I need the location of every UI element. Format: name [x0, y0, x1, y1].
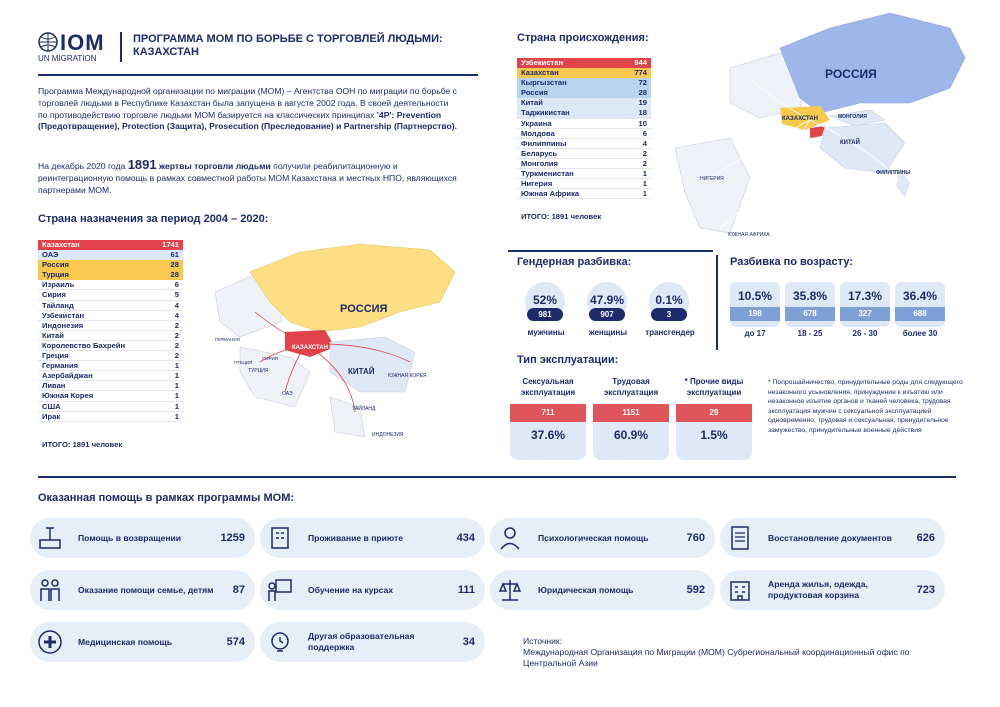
age-pct: 17.3% — [847, 289, 883, 303]
map-label-china: КИТАЙ — [840, 140, 860, 146]
table-row — [38, 290, 183, 300]
housing-icon — [722, 572, 758, 608]
row-value: 10 — [638, 118, 647, 128]
row-country: Нигерия — [521, 179, 553, 189]
age-label: до 17 — [744, 329, 766, 338]
age-breakdown — [730, 282, 960, 342]
gender-pct: 52% — [532, 293, 558, 307]
row-value: 18 — [638, 108, 647, 118]
map-label-uae: ОАЭ — [282, 391, 293, 397]
table-row — [517, 129, 651, 139]
exploitation-label: Трудовая эксплуатация — [603, 377, 659, 397]
map-label-russia: РОССИЯ — [340, 303, 388, 315]
row-country: Сирия — [42, 290, 66, 300]
map-label-turkey: ТУРЦИЯ — [248, 368, 269, 374]
row-value: 1 — [174, 381, 179, 391]
table-row — [517, 78, 651, 88]
assistance-card — [260, 518, 485, 558]
map-label-indonesia: ИНДОНЕЗИЯ — [372, 432, 404, 438]
exploitation-item — [593, 404, 669, 460]
row-value: 19 — [638, 98, 647, 108]
exploitation-pct: 1.5% — [700, 428, 728, 442]
assistance-label: Медицинская помощь — [78, 636, 173, 647]
exploitation-pct: 60.9% — [613, 428, 649, 442]
assistance-label: Другая образовательная поддержка — [308, 631, 415, 652]
origin-heading: Страна происхождения: — [517, 32, 649, 44]
row-value: 1 — [174, 401, 179, 411]
map-label-korea: ЮЖНАЯ КОРЕЯ — [388, 373, 427, 379]
assistance-card — [30, 622, 255, 662]
exploitation-label: Сексуальная эксплуатация — [520, 377, 576, 397]
row-country: Филиппины — [521, 138, 567, 148]
row-value: 774 — [634, 68, 647, 78]
row-country: Украина — [521, 118, 552, 128]
row-value: 28 — [170, 270, 179, 280]
row-country: Казахстан — [42, 240, 80, 249]
intro-text: Программа Международной организации по миграции (МОМ) – Агентства ООН по миграции по борьбе с торговлей людьми в Республике Казахстан была запущена в августе 2002 года. В своей деятельности по противодействию торговле людьми МОМ базируется на классических принципах — [38, 86, 457, 120]
row-country: Южная Африка — [521, 189, 580, 199]
row-value: 1 — [642, 169, 647, 179]
table-row — [517, 58, 651, 68]
gender-pct: 47.9% — [589, 293, 625, 307]
documents-icon — [722, 520, 758, 556]
table-row — [38, 321, 183, 331]
map-label-china: КИТАЙ — [348, 367, 375, 376]
age-pct: 35.8% — [792, 289, 828, 303]
page-title: ПРОГРАММА МОМ ПО БОРЬБЕ С ТОРГОВЛЕЙ ЛЮДЬМИ: КАЗАХСТАН — [133, 33, 443, 58]
row-value: 1 — [174, 361, 179, 371]
table-row — [38, 412, 183, 422]
medical-icon — [32, 624, 68, 660]
row-country: Германия — [42, 361, 79, 371]
row-country: Азербайджан — [42, 371, 93, 381]
assistance-label: Обучение на курсах — [308, 584, 394, 595]
return-icon — [32, 520, 68, 556]
map-label-south-africa: ЮЖНАЯ АФРИКА — [728, 232, 770, 238]
row-country: Монголия — [521, 158, 558, 168]
row-value: 2 — [174, 330, 179, 340]
row-value: 1 — [642, 179, 647, 189]
exploitation-label: * Прочие виды эксплуатации — [684, 377, 744, 397]
row-value: 5 — [174, 290, 179, 300]
row-value: 2 — [174, 320, 179, 330]
assistance-label: Помощь в возвращении — [78, 532, 182, 543]
map-label-kazakhstan: КАЗАХСТАН — [782, 116, 818, 122]
source-block — [523, 636, 953, 669]
destination-heading: Страна назначения за период 2004 – 2020: — [38, 213, 269, 225]
table-row — [38, 311, 183, 321]
age-divider — [716, 255, 718, 350]
row-value: 2 — [174, 351, 179, 361]
row-value: 2 — [174, 340, 179, 350]
assistance-label: Юридическая помощь — [538, 584, 634, 595]
row-country: Молдова — [521, 128, 555, 138]
assistance-label: Аренда жилья, одежда, продуктовая корзина — [768, 579, 868, 600]
intro-stat-rest: получили реабилитационную и реинтеграционную помощь в рамках совместной работы МОМ Казахстана и местных НПО, являющихся партнерами МОМ. — [38, 161, 457, 195]
assistance-card — [490, 570, 715, 610]
table-row — [38, 270, 183, 280]
row-country: Таджикистан — [521, 108, 570, 118]
table-row — [38, 371, 183, 381]
map-label-mongolia: МОНГОЛИЯ — [838, 114, 867, 120]
exploitation-count: 29 — [676, 404, 752, 422]
table-row — [38, 402, 183, 412]
row-country: США — [42, 401, 61, 411]
assistance-value: 34 — [462, 636, 475, 648]
un-emblem-icon — [38, 32, 58, 52]
map-label-russia: РОССИЯ — [825, 67, 877, 81]
table-row — [38, 301, 183, 311]
row-value: 28 — [638, 88, 647, 98]
gender-item — [640, 282, 698, 340]
gender-heading: Гендерная разбивка: — [517, 256, 632, 268]
family-icon — [32, 572, 68, 608]
gender-count: 3 — [651, 308, 687, 321]
table-row — [517, 98, 651, 108]
age-heading: Разбивка по возрасту: — [730, 256, 853, 268]
training-icon — [262, 572, 298, 608]
legal-icon — [492, 572, 528, 608]
gender-rule — [508, 250, 713, 252]
row-value: 6 — [174, 280, 179, 290]
gender-breakdown — [516, 282, 716, 342]
destination-total: ИТОГО: 1891 человек — [42, 440, 123, 449]
row-value: 1741 — [162, 240, 179, 249]
table-row — [517, 159, 651, 169]
table-row — [38, 240, 183, 250]
gender-item — [516, 282, 574, 340]
table-row — [38, 331, 183, 341]
age-item — [840, 282, 890, 327]
row-country: Беларусь — [521, 148, 558, 158]
origin-total: ИТОГО: 1891 человек — [521, 212, 602, 221]
assistance-card — [260, 622, 485, 662]
map-label-syria: СИРИЯ — [262, 356, 278, 361]
exploitation-item — [510, 404, 586, 460]
row-country: Индонезия — [42, 320, 84, 330]
table-row — [517, 149, 651, 159]
exploitation-item — [676, 404, 752, 460]
table-row — [517, 119, 651, 129]
intro-stat-paragraph — [38, 159, 458, 196]
row-value: 2 — [642, 148, 647, 158]
assistance-label: Восстановление документов — [768, 532, 892, 543]
assistance-label: Проживание в приюте — [308, 532, 404, 543]
assistance-value: 434 — [456, 532, 475, 544]
row-country: Узбекистан — [42, 310, 85, 320]
age-pct: 10.5% — [737, 289, 773, 303]
map-label-nigeria: НИГЕРИЯ — [700, 176, 724, 182]
table-row — [38, 391, 183, 401]
assistance-rule — [38, 476, 956, 478]
exploitation-pct: 37.6% — [530, 428, 566, 442]
intro-stat-text: На декабрь 2020 года — [38, 161, 128, 171]
row-country: Россия — [521, 88, 548, 98]
row-country: Китай — [521, 98, 543, 108]
row-value: 28 — [170, 260, 179, 270]
exploitation-count: 711 — [510, 404, 586, 422]
row-value: 944 — [634, 58, 647, 67]
psychology-icon — [492, 520, 528, 556]
table-row — [38, 260, 183, 270]
table-row — [517, 88, 651, 98]
table-row — [517, 189, 651, 199]
row-value: 1 — [642, 189, 647, 199]
table-row — [38, 341, 183, 351]
age-label: 18 - 25 — [797, 329, 823, 338]
row-value: 2 — [642, 158, 647, 168]
gender-label: женщины — [588, 328, 628, 337]
assistance-card — [30, 570, 255, 610]
row-value: 61 — [170, 250, 179, 260]
row-country: Ливан — [42, 381, 66, 391]
row-country: Ирак — [42, 411, 61, 421]
education-icon — [262, 624, 298, 660]
map-label-greece: ГРЕЦИЯ — [234, 360, 253, 365]
assistance-value: 111 — [457, 584, 475, 596]
map-label-thailand: ТАЙЛАНД — [352, 406, 376, 412]
row-country: Турция — [42, 270, 69, 280]
exploitation-note: * Попрошайничество, принудительные роды для следующего незаконного усыновления, принуждение к изъятию или незаконное изъятие органов и тканей человека, трудовая эксплуатация мужчин с сексуальной эксплуатацией одновременно, трудовая и сексуальная, принудительное замужество, принудительные военные действия — [768, 379, 963, 434]
assistance-card — [30, 518, 255, 558]
row-value: 72 — [638, 78, 647, 88]
iom-logo — [38, 32, 116, 66]
row-country: Туркменистан — [521, 169, 574, 179]
row-country: Южная Корея — [42, 391, 94, 401]
gender-pct: 0.1% — [655, 293, 683, 307]
header-rule — [38, 74, 478, 76]
age-count: 327 — [840, 307, 890, 321]
row-value: 1 — [174, 411, 179, 421]
assistance-value: 592 — [686, 584, 705, 596]
destination-map — [200, 232, 470, 447]
age-label: 26 - 30 — [852, 329, 878, 338]
logo-text: IOM — [60, 30, 105, 55]
map-label-germany: ГЕРМАНИЯ — [215, 337, 240, 342]
assistance-value: 723 — [916, 584, 935, 596]
table-row — [38, 351, 183, 361]
map-label-philippines: ФИЛИППИНЫ — [876, 170, 911, 176]
table-row — [38, 361, 183, 371]
assistance-label: Оказание помощи семье, детям — [78, 584, 214, 595]
gender-label: трансгендер — [645, 328, 695, 337]
victims-count: 1891 — [127, 157, 157, 172]
row-country: ОАЭ — [42, 250, 59, 260]
age-count: 678 — [785, 307, 835, 321]
row-country: Кыргызстан — [521, 78, 567, 88]
assistance-heading: Оказанная помощь в рамках программы МОМ: — [38, 492, 295, 504]
assistance-value: 87 — [232, 584, 245, 596]
table-row — [517, 108, 651, 118]
age-item — [785, 282, 835, 327]
assistance-card — [720, 570, 945, 610]
origin-map — [670, 8, 970, 240]
assistance-value: 574 — [226, 636, 245, 648]
row-country: Китай — [42, 330, 64, 340]
age-label: более 30 — [902, 329, 938, 338]
origin-table — [517, 58, 651, 199]
victims-label: жертвы торговли людьми — [156, 161, 271, 171]
table-row — [38, 381, 183, 391]
table-row — [517, 139, 651, 149]
row-country: Израиль — [42, 280, 75, 290]
assistance-value: 760 — [686, 532, 705, 544]
logo-subtext: UN MIGRATION — [38, 54, 97, 63]
table-row — [38, 280, 183, 290]
age-pct: 36.4% — [902, 289, 938, 303]
gender-count: 907 — [589, 308, 625, 321]
row-country: Тайланд — [42, 300, 74, 310]
assistance-card — [720, 518, 945, 558]
gender-item — [578, 282, 636, 340]
age-item — [730, 282, 780, 327]
shelter-icon — [262, 520, 298, 556]
row-country: Казахстан — [521, 68, 559, 78]
table-row — [517, 68, 651, 78]
gender-count: 981 — [527, 308, 563, 321]
assistance-value: 626 — [916, 532, 935, 544]
row-country: Греция — [42, 351, 69, 361]
row-value: 4 — [642, 138, 647, 148]
row-country: Россия — [42, 260, 69, 270]
assistance-card — [260, 570, 485, 610]
gender-label: мужчины — [527, 328, 565, 337]
source-label: Источник: — [523, 636, 563, 646]
table-row — [38, 250, 183, 260]
table-row — [517, 179, 651, 189]
exploitation-count: 1151 — [593, 404, 669, 422]
row-value: 6 — [642, 128, 647, 138]
exploitation-heading: Тип эксплуатации: — [517, 354, 619, 366]
header-divider — [120, 32, 122, 62]
exploitation-breakdown — [510, 376, 760, 466]
intro-principles: '4P': Prevention (Предотвращение), Protection (Защита), Prosecution (Преследование) и Partnership (Партнерство). — [38, 109, 457, 132]
map-label-kazakhstan: КАЗАХСТАН — [292, 345, 328, 351]
age-count: 198 — [730, 307, 780, 321]
intro-paragraph — [38, 86, 458, 133]
table-row — [517, 169, 651, 179]
assistance-card — [490, 518, 715, 558]
row-value: 1 — [174, 391, 179, 401]
age-item — [895, 282, 945, 327]
row-country: Королевство Бахрейн — [42, 340, 126, 350]
source-text: Международная Организация по Миграции (МОМ) Субрегиональный координационный офис по Центральной Азии — [523, 647, 910, 668]
row-value: 4 — [174, 310, 179, 320]
age-count: 688 — [895, 307, 945, 321]
row-value: 4 — [174, 300, 179, 310]
row-value: 1 — [174, 371, 179, 381]
destination-table — [38, 240, 183, 422]
assistance-label: Психологическая помощь — [538, 532, 649, 543]
row-country: Узбекистан — [521, 58, 564, 67]
assistance-value: 1259 — [220, 532, 245, 544]
